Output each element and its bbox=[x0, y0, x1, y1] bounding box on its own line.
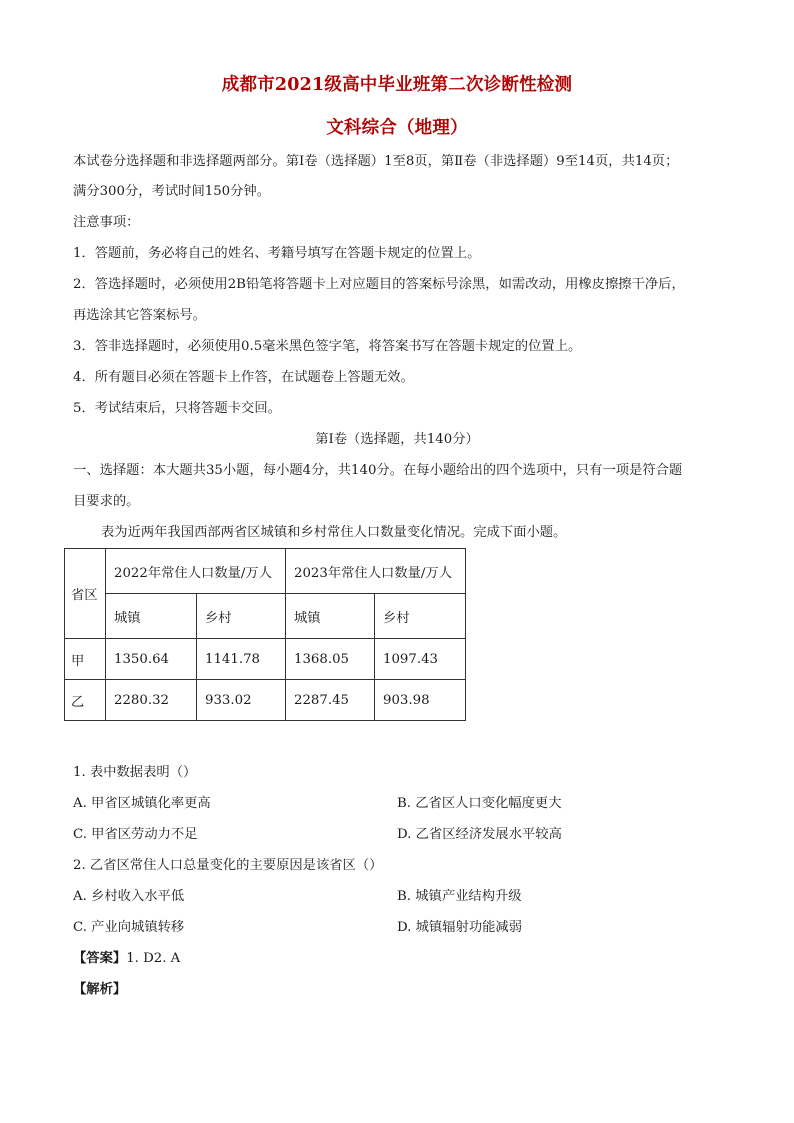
table-year-2023: 2023年常住人口数量/万人 bbox=[286, 549, 466, 594]
table-sub-rural-2022: 乡村 bbox=[197, 594, 286, 639]
question-1-option-a: A. 甲省区城镇化率更高 bbox=[73, 796, 211, 811]
answer-value: 1. D2. A bbox=[126, 951, 181, 966]
question-2-option-b: B. 城镇产业结构升级 bbox=[397, 889, 522, 904]
question-1-option-b: B. 乙省区人口变化幅度更大 bbox=[397, 796, 562, 811]
answer-label: 【答案】 bbox=[73, 951, 127, 966]
answer-line bbox=[73, 950, 180, 968]
table-cell: 1350.64 bbox=[106, 639, 197, 680]
table-row bbox=[65, 639, 466, 680]
note-item-2: 2．答选择题时，必须使用2B铅笔将答题卡上对应题目的答案标号涂黑，如需改动，用橡皮擦擦干净后， bbox=[73, 277, 685, 292]
table-cell: 2287.45 bbox=[286, 680, 375, 721]
table-cell: 1141.78 bbox=[197, 639, 286, 680]
table-cell: 1097.43 bbox=[375, 639, 466, 680]
table-sub-rural-2023: 乡村 bbox=[375, 594, 466, 639]
table-row-header: 省区 bbox=[65, 549, 106, 639]
question-2-stem: 2. 乙省区常住人口总量变化的主要原因是该省区（） bbox=[73, 858, 383, 873]
population-table bbox=[64, 548, 466, 721]
table-header-row bbox=[65, 549, 466, 594]
table-cell: 1368.05 bbox=[286, 639, 375, 680]
analysis-label: 【解析】 bbox=[73, 982, 127, 997]
table-row bbox=[65, 680, 466, 721]
note-item-2-cont: 再选涂其它答案标号。 bbox=[73, 308, 206, 323]
table-cell: 2280.32 bbox=[106, 680, 197, 721]
table-sub-urban-2023: 城镇 bbox=[286, 594, 375, 639]
note-item-1: 1．答题前，务必将自己的姓名、考籍号填写在答题卡规定的位置上。 bbox=[73, 246, 481, 261]
note-item-3: 3．答非选择题时，必须使用0.5毫米黑色签字笔，将答案书写在答题卡规定的位置上。 bbox=[73, 339, 582, 354]
table-cell-region: 甲 bbox=[65, 639, 106, 680]
section-title: 第Ⅰ卷（选择题，共140分） bbox=[315, 432, 479, 447]
intro-line-2: 满分300分，考试时间150分钟。 bbox=[73, 184, 271, 199]
question-1-stem: 1. 表中数据表明（） bbox=[73, 765, 197, 780]
question-1-option-d: D. 乙省区经济发展水平较高 bbox=[397, 827, 562, 842]
exam-subtitle: 文科综合（地理） bbox=[326, 118, 468, 138]
passage: 表为近两年我国西部两省区城镇和乡村常住人口数量变化情况。完成下面小题。 bbox=[101, 525, 567, 540]
table-subheader-row bbox=[65, 594, 466, 639]
table-cell: 933.02 bbox=[197, 680, 286, 721]
note-item-4: 4．所有题目必须在答题卡上作答，在试题卷上答题无效。 bbox=[73, 370, 414, 385]
table-year-2022: 2022年常住人口数量/万人 bbox=[106, 549, 286, 594]
question-1-option-c: C. 甲省区劳动力不足 bbox=[73, 827, 198, 842]
question-2-option-d: D. 城镇辐射功能减弱 bbox=[397, 920, 523, 935]
section-instruction-2: 目要求的。 bbox=[73, 494, 140, 509]
section-instruction-1: 一、选择题：本大题共35小题，每小题4分，共140分。在每小题给出的四个选项中，只有一项是符合题 bbox=[73, 463, 683, 478]
notes-heading: 注意事项： bbox=[73, 215, 140, 230]
exam-title: 成都市2021级高中毕业班第二次诊断性检测 bbox=[221, 75, 573, 95]
table-cell: 903.98 bbox=[375, 680, 466, 721]
note-item-5: 5．考试结束后，只将答题卡交回。 bbox=[73, 401, 281, 416]
question-2-option-c: C. 产业向城镇转移 bbox=[73, 920, 185, 935]
table-sub-urban-2022: 城镇 bbox=[106, 594, 197, 639]
question-2-option-a: A. 乡村收入水平低 bbox=[73, 889, 185, 904]
intro-line-1: 本试卷分选择题和非选择题两部分。第Ⅰ卷（选择题）1至8页，第Ⅱ卷（非选择题）9至14页，共14页； bbox=[73, 154, 679, 169]
table-cell-region: 乙 bbox=[65, 680, 106, 721]
